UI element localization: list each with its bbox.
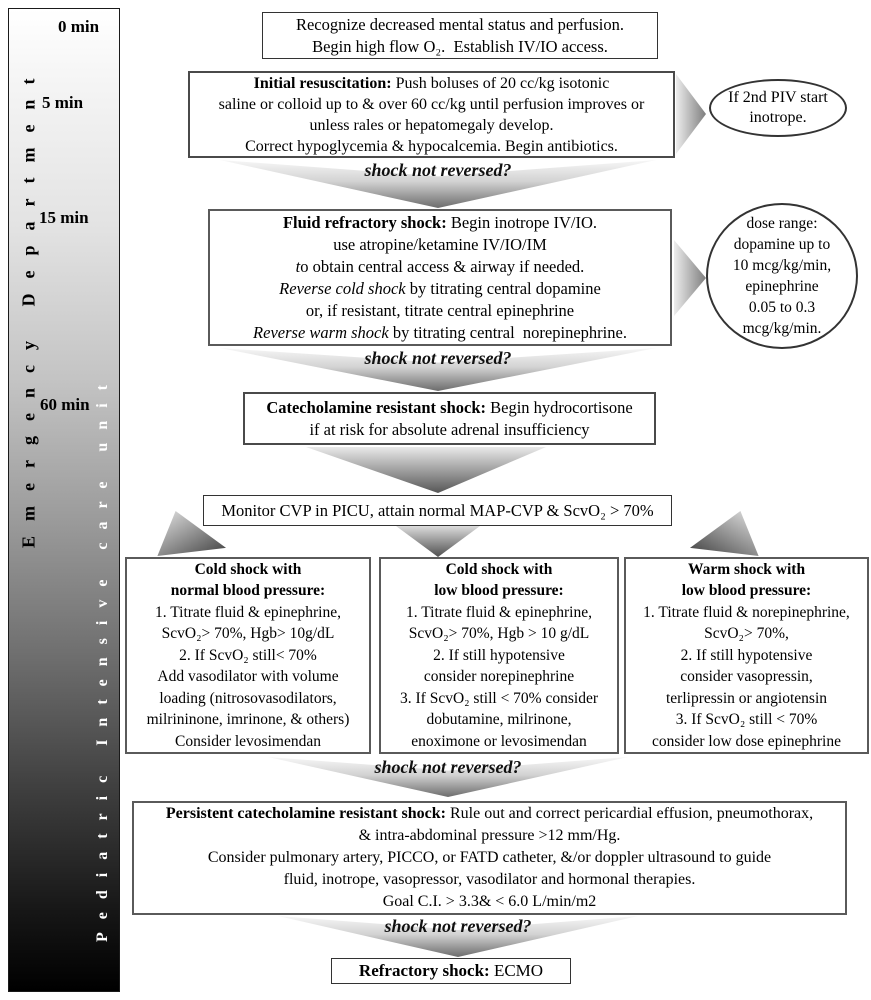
text-line: to obtain central access & airway if needed. (295, 256, 585, 276)
text-line: saline or colloid up to & over 60 cc/kg until perfusion improves or (218, 95, 645, 113)
refractory-ecmo-box (331, 958, 571, 984)
text-line: unless rales or hepatomegaly develop. (309, 116, 554, 134)
text-line: 1. Titrate fluid & epinephrine, (155, 603, 341, 621)
text-line: Begin high flow O₂. Establish IV/IO access. (312, 36, 608, 56)
text-line: Consider pulmonary artery, PICCO, or FATD catheter, &/or doppler ultrasound to guide (207, 849, 772, 866)
text-line: enoximone or levosimendan (411, 732, 587, 750)
text-line: Recognize decreased mental status and perfusion. (295, 14, 625, 34)
text-line: dobutamine, milrinone, (426, 711, 572, 729)
text-line: 10 mcg/kg/min, (732, 257, 832, 274)
emergency-department-label: Emergency Department (18, 63, 39, 549)
text-line: low blood pressure: (681, 582, 812, 600)
text-line: Fluid refractory shock: Begin inotrope IV/IO. (282, 212, 598, 232)
dose-range-oval (706, 203, 858, 349)
text-line: Initial resuscitation: Push boluses of 20 cc/kg isotonic (253, 74, 610, 92)
text-line: if at risk for absolute adrenal insufficiency (309, 419, 590, 439)
text-line: Correct hypoglycemia & hypocalcemia. Begin antibiotics. (245, 137, 618, 155)
persistent-catecholamine-shock-box (132, 801, 847, 915)
warm-shock-low-bp-box (624, 557, 869, 754)
text-line: Monitor CVP in PICU, attain normal MAP-CVP & ScvO₂ > 70% (221, 500, 654, 520)
text-line: fluid, inotrope, vasopressor, vasodilator and hormonal therapies. (283, 871, 696, 888)
text-line: epinephrine (745, 278, 819, 295)
fan-arrow-center (396, 526, 480, 557)
text-line: Cold shock with (445, 560, 553, 578)
text-line: Consider levosimendan (175, 732, 321, 750)
text-line: Persistent catecholamine resistant shock: Rule out and correct pericardial effusion, pneumothorax, (165, 805, 814, 822)
text-line: terlipressin or angiotensin (666, 689, 827, 707)
text-line: dopamine up to (733, 236, 831, 253)
text-line: ScvO₂> 70%, (704, 625, 789, 643)
time-marker-60min: 60 min (40, 395, 90, 414)
text-line: 1. Titrate fluid & epinephrine, (406, 603, 592, 621)
text-line: 3. If ScvO₂ still < 70% consider (400, 689, 598, 707)
text-line: 0.05 to 0.3 (748, 299, 816, 316)
text-line: milrininone, imrinone, & others) (146, 711, 350, 729)
catecholamine-resistant-shock-box (243, 392, 656, 445)
initial-resuscitation-box (188, 71, 675, 158)
text-line: Reverse warm shock by titrating central norepinephrine. (253, 322, 627, 342)
text-line: consider vasopressin, (680, 668, 813, 686)
text-line: 3. If ScvO₂ still < 70% (675, 711, 818, 729)
text-line: loading (nitrosovasodilators, (159, 689, 337, 707)
text-line: mcg/kg/min. (742, 320, 822, 337)
text-line: consider low dose epinephrine (652, 732, 841, 750)
text-line: Refractory shock: ECMO (358, 961, 544, 980)
text-line: 1. Titrate fluid & norepinephrine, (643, 603, 850, 621)
shock-not-reversed-arrow-1: shock not reversed? (220, 160, 656, 208)
arrow-to-monitor-cvp (306, 447, 546, 493)
text-line: normal blood pressure: (170, 582, 326, 600)
arrow-to-piv-oval (676, 74, 706, 154)
text-line: & intra-abdominal pressure >12 mm/Hg. (358, 827, 621, 844)
fan-arrow-right (690, 511, 760, 556)
text-line: Reverse cold shock by titrating central dopamine (279, 278, 601, 298)
text-line: low blood pressure: (434, 582, 564, 600)
text-line: 2. If still hypotensive (680, 646, 813, 664)
recognize-box (262, 12, 658, 59)
text-line: ScvO₂> 70%, Hgb> 10g/dL (161, 625, 335, 643)
text-line: consider norepinephrine (423, 668, 575, 686)
text-line: use atropine/ketamine IV/IO/IM (333, 234, 547, 254)
text-line: Warm shock with (687, 560, 806, 578)
text-line: Add vasodilator with volume (157, 668, 339, 686)
text-line: ScvO₂> 70%, Hgb > 10 g/dL (408, 625, 590, 643)
pediatric-icu-label: Pediatric Intensive care unit (94, 372, 111, 943)
text-line: Cold shock with (194, 560, 302, 578)
text-line: inotrope. (749, 109, 807, 126)
arrow-to-dose-oval (674, 240, 706, 316)
cold-shock-normal-bp-box (125, 557, 371, 754)
text-line: or, if resistant, titrate central epinephrine (305, 300, 575, 320)
text-line: dose range: (746, 215, 818, 232)
piv-inotrope-oval (709, 79, 847, 137)
shock-not-reversed-arrow-2: shock not reversed? (220, 348, 656, 391)
text-line: 2. If ScvO₂ still< 70% (179, 646, 317, 664)
time-marker-5min: 5 min (42, 93, 84, 112)
time-marker-0min: 0 min (58, 17, 100, 36)
timeline-sidebar (8, 8, 120, 992)
fluid-refractory-shock-box (208, 209, 672, 346)
cold-shock-low-bp-box (379, 557, 619, 754)
text-line: Catecholamine resistant shock: Begin hydrocortisone (266, 397, 633, 417)
text-line: 2. If still hypotensive (433, 646, 565, 664)
time-marker-15min: 15 min (39, 208, 89, 227)
text-line: Goal C.I. > 3.3& < 6.0 L/min/m2 (382, 893, 597, 910)
shock-not-reversed-arrow-4: shock not reversed? (278, 916, 638, 957)
shock-not-reversed-arrow-3: shock not reversed? (268, 757, 628, 797)
text-line: If 2nd PIV start (728, 89, 828, 106)
monitor-cvp-bar (203, 495, 672, 526)
